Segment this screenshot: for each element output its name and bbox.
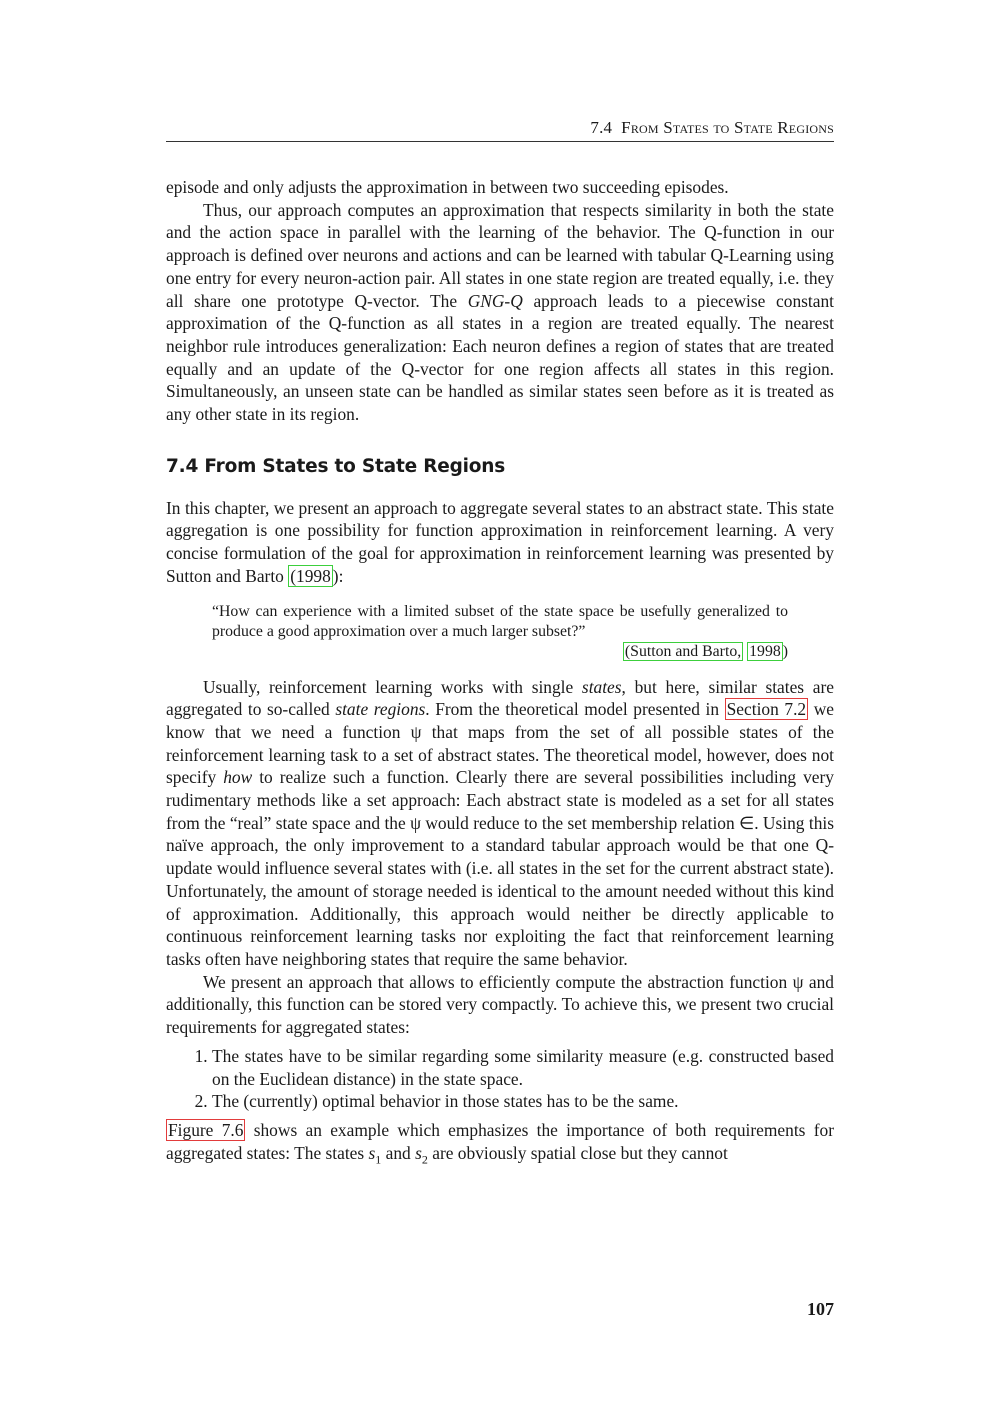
paragraph-2-emphasis: GNG-Q bbox=[467, 290, 523, 311]
header-section-title: From States to State Regions bbox=[621, 118, 834, 137]
paragraph-3-text-a: In this chapter, we present an approach to aggregate several states to an abstract state. This state aggregation is one possibility for function approximation in reinforcement learning. A very concise formulation of the goal for approximation in reinforcement learning was presented by Sutton and Barto bbox=[166, 497, 834, 586]
list-item: 2. The (currently) optimal behavior in those states has to be the same. bbox=[212, 1090, 834, 1113]
section-heading: 7.4 From States to State Regions bbox=[166, 455, 506, 477]
page-number: 107 bbox=[807, 1299, 834, 1319]
paragraph-4-text-b: , but here, similar states are aggregated to so-called bbox=[166, 676, 834, 720]
paragraph-2-text-a: Thus, our approach computes an approximation that respects similarity in both the state and the action space in parallel with the learning of the behavior. The Q-function in our approach is defined over neurons and actions and can be learned with tabular Q-Learning using one entry for every neuron-action pair. All states in one state region are treated equally, i.e. they all share one prototype Q-vector. The bbox=[166, 199, 834, 311]
paragraph-3-text-b: ): bbox=[332, 565, 344, 586]
quote-text: “How can experience with a limited subset of the state space be usefully generalized to produce a good approximation over a much larger subset?” bbox=[212, 602, 788, 640]
quote-citation-author-link[interactable]: (Sutton and Barto, bbox=[624, 642, 742, 660]
paragraph-2-text-b: approach leads to a piecewise constant approximation of the Q-function as all states in a region are treated equally. The nearest neighbor rule introduces generalization: Each neuron defines a region of states that are treated equally and an update of the Q-vector for one region affects all states in this region. Simultaneously, an unseen state can be handled as similar states seen before as it is treated as any other state in its region. bbox=[166, 290, 834, 425]
paragraph-4-text-c: . From the theoretical model presented in bbox=[425, 699, 725, 720]
paragraph-4 bbox=[166, 676, 834, 971]
paragraph-2 bbox=[166, 199, 834, 426]
paragraph-6 bbox=[166, 1119, 834, 1171]
body-text bbox=[166, 176, 834, 1171]
state-s1-subscript: 1 bbox=[375, 1152, 382, 1167]
quote-citation-close: ) bbox=[782, 642, 788, 660]
paragraph-4-emphasis-states: states bbox=[581, 676, 622, 697]
paragraph-4-emphasis-how: how bbox=[223, 767, 253, 788]
state-s2: s bbox=[415, 1142, 422, 1163]
page bbox=[166, 0, 834, 1414]
paragraph-3 bbox=[166, 497, 834, 588]
paragraph-6-text-a: shows an example which emphasizes the importance of both requirements for aggregated states: The states bbox=[166, 1119, 834, 1163]
requirements-list bbox=[166, 1045, 834, 1113]
state-s2-subscript: 2 bbox=[421, 1152, 428, 1167]
header-rule bbox=[166, 141, 834, 142]
paragraph-4-text-a: Usually, reinforcement learning works with single bbox=[203, 676, 582, 697]
state-s1: s bbox=[368, 1142, 376, 1163]
section-7-2-link[interactable]: Section 7.2 bbox=[726, 699, 807, 720]
figure-7-6-link[interactable]: Figure 7.6 bbox=[168, 1119, 244, 1140]
paragraph-6-text-c: are obviously spatial close but they cannot bbox=[427, 1142, 728, 1163]
running-header bbox=[590, 118, 834, 138]
paragraph-4-text-e: to realize such a function. Clearly there are several possibilities including very rudimentary methods like a set approach: Each abstract state is modeled as a set for all states from the “real” state space and the ψ would reduce to the set membership relation ∈. Using this naïve approach, the only improvement to a standard tabular approach would be that one Q-update would influence several states with (i.e. all states in the set for the current abstract state). Unfortunately, the amount of storage needed is identical to the amount needed without this kind of approximation. Additionally, this approach would neither be directly applicable to continuous reinforcement learning tasks nor exploiting the fact that reinforcement learning tasks often have neighboring states that require the same behavior. bbox=[166, 767, 834, 969]
header-section-number: 7.4 bbox=[590, 118, 613, 137]
citation-year-link[interactable]: (1998 bbox=[290, 565, 331, 586]
paragraph-1: episode and only adjusts the approximation in between two succeeding episodes. bbox=[166, 177, 729, 197]
block-quote bbox=[212, 602, 788, 662]
quote-citation bbox=[212, 642, 788, 662]
paragraph-5: We present an approach that allows to efficiently compute the abstraction function ψ and additionally, this function can be stored very compactly. To achieve this, we present two crucial requirements for aggregated states: bbox=[166, 971, 834, 1038]
paragraph-4-emphasis-state-regions: state regions bbox=[335, 699, 426, 720]
list-item: 1. The states have to be similar regarding some similarity measure (e.g. constructed based on the Euclidean distance) in the state space. bbox=[212, 1045, 834, 1090]
quote-citation-year-link[interactable]: 1998 bbox=[749, 642, 781, 660]
paragraph-4-text-d: we know that we need a function ψ that maps from the set of all possible states of the reinforcement learning task to a set of abstract states. The theoretical model, however, does not specify bbox=[166, 699, 834, 788]
paragraph-6-text-b: and bbox=[381, 1142, 416, 1163]
